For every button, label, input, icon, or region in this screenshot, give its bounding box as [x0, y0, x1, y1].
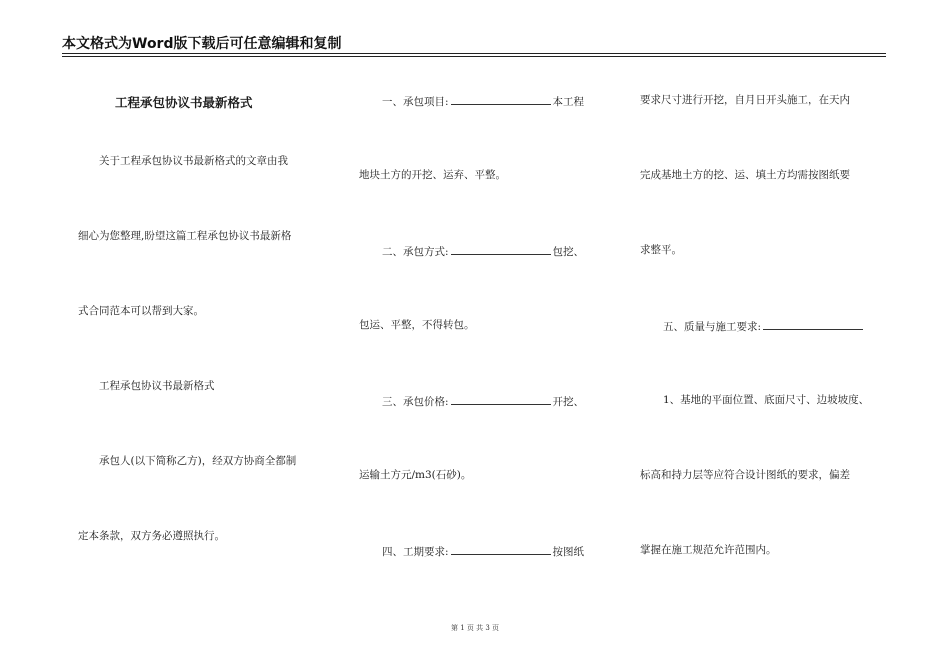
- paragraph-line: 完成基地土方的挖、运、填土方均需按图纸要: [640, 169, 850, 181]
- paragraph-line: 地块土方的开挖、运弃、平整。: [359, 169, 506, 181]
- fill-in-blank: [763, 318, 863, 330]
- clause-label: 五、质量与施工要求:: [663, 321, 762, 333]
- fill-in-blank: [451, 543, 551, 555]
- paragraph-line: 运输土方元/m3(石砂)。: [359, 469, 472, 481]
- paragraph-line: 掌握在施工规范允许范围内。: [640, 544, 777, 556]
- clause-method: [382, 243, 584, 259]
- header-title: 本文格式为Word版下载后可任意编辑和复制: [62, 36, 342, 52]
- paragraph-line: 包运、平整，不得转包。: [359, 319, 475, 331]
- header-divider-secondary: [62, 56, 886, 57]
- paragraph-line: 定本条款，双方务必遵照执行。: [78, 530, 225, 542]
- clause-label: 二、承包方式:: [382, 246, 449, 258]
- paragraph-line: 承包人(以下简称乙方)，经双方协商全都制: [99, 455, 297, 467]
- clause-text: 开挖、: [552, 396, 585, 408]
- clause-project: [382, 93, 584, 109]
- clause-label: 一、承包项目:: [382, 96, 449, 108]
- paragraph-line: 工程承包协议书最新格式: [99, 380, 215, 392]
- page-number: 第 1 页 共 3 页: [450, 624, 500, 632]
- clause-schedule: [382, 543, 584, 559]
- paragraph-line: 标高和持力层等应符合设计图纸的要求，偏差: [640, 469, 850, 481]
- paragraph-line: 要求尺寸进行开挖，自月日开头施工，在天内: [640, 94, 850, 106]
- clause-quality: [663, 318, 865, 334]
- header-divider: [62, 53, 886, 54]
- paragraph-line: 关于工程承包协议书最新格式的文章由我: [99, 155, 288, 167]
- paragraph-line: 求整平。: [640, 244, 682, 256]
- paragraph-line: 细心为您整理,盼望这篇工程承包协议书最新格: [78, 230, 292, 242]
- clause-label: 四、工期要求:: [382, 546, 449, 558]
- paragraph-line: 1、基地的平面位置、底面尺寸、边坡坡度、: [663, 394, 870, 406]
- document-title: 工程承包协议书最新格式: [115, 95, 253, 110]
- clause-text: 包挖、: [552, 246, 585, 258]
- clause-label: 三、承包价格:: [382, 396, 449, 408]
- clause-price: [382, 393, 584, 409]
- fill-in-blank: [451, 393, 551, 405]
- clause-text: 按图纸: [552, 546, 585, 558]
- fill-in-blank: [451, 93, 551, 105]
- fill-in-blank: [451, 243, 551, 255]
- clause-text: 本工程: [552, 96, 585, 108]
- paragraph-line: 式合同范本可以帮到大家。: [78, 305, 204, 317]
